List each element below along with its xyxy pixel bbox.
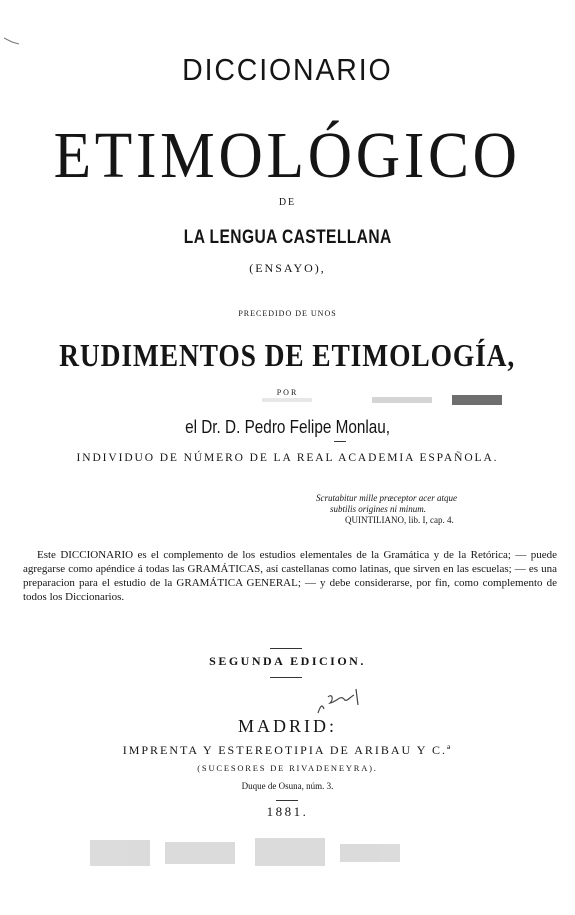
epigraph-line1: Scrutabitur mille præceptor acer atque [316,493,457,503]
bleed-through-marks [222,393,504,407]
author-affiliation: INDIVIDUO DE NÚMERO DE LA REAL ACADEMIA ESPAÑOLA. [76,452,499,464]
scan-mark [2,36,22,46]
title-rudiments: RUDIMENTOS DE ETIMOLOGÍA, [59,337,516,373]
author-name: el Dr. D. Pedro Felipe Monlau, [185,417,390,437]
imprint-year: 1881. [266,804,309,819]
edition-label: SEGUNDA EDICION. [209,654,366,668]
title-subtitle: (ENSAYO), [249,261,326,275]
handwritten-signature [310,683,370,719]
title-de: DE [278,197,297,208]
title-line-etimologico: ETIMOLÓGICO [53,119,522,192]
faded-library-stamp [80,832,420,882]
year-rule [276,800,298,801]
title-line-diccionario: DICCIONARIO [182,52,393,87]
epigraph [316,493,506,526]
description-paragraph: Este DICCIONARIO es el complemento de los estudios elementales de la Gramática y de la Retórica; — puede agregarse como apéndice á todas las GRAMÁTICAS, así castellanas como latinas, que sirven en las escuelas; — es una preparacion para el estudio de la GRAMÁTICA GENERAL; — y debe considerarse, por fin, como complemento de todos los Diccionarios. [23,549,557,603]
title-language: LA LENGUA CASTELLANA [183,227,392,248]
edition-rule-top [270,648,302,649]
imprint-printer: IMPRENTA Y ESTEREOTIPIA DE ARIBAU Y C.ª [122,743,453,757]
imprint-successors: (SUCESORES DE RIVADENEYRA). [197,763,378,773]
imprint-city: MADRID: [237,716,337,736]
author-divider [334,441,346,442]
edition-rule-bottom [270,677,302,678]
imprint-address: Duque de Osuna, núm. 3. [241,781,334,791]
epigraph-citation: QUINTILIANO, lib. I, cap. 4. [345,515,454,525]
author-por: POR [276,388,299,397]
title-preceded: PRECEDIDO DE UNOS [238,309,337,318]
epigraph-line2: subtilis origines ni minum. [330,504,427,514]
